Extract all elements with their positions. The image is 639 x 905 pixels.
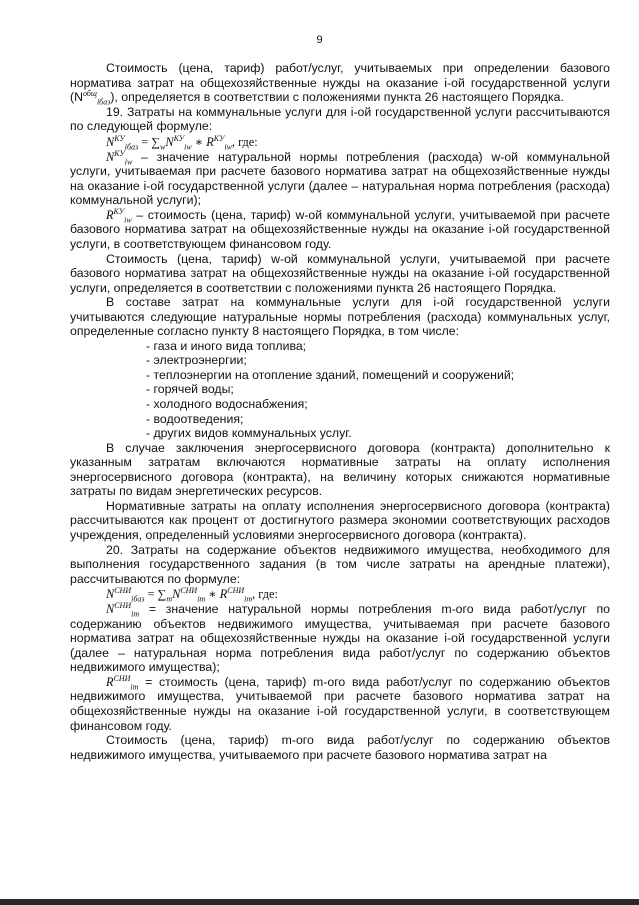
formula-sub: im <box>244 594 253 604</box>
document-body <box>70 61 610 762</box>
formula-sub: iw <box>184 142 192 152</box>
formula-op: = ∑ <box>144 587 167 602</box>
formula-sub: iбаз <box>131 594 145 604</box>
formula-sub: m <box>166 594 173 604</box>
formula-op: = ∑ <box>138 134 161 149</box>
formula-real-estate <box>70 586 610 602</box>
formula-tail: , где: <box>231 134 258 149</box>
paragraph-n-ku-definition <box>70 150 610 208</box>
formula-sub: w <box>160 142 166 152</box>
paragraph-n-sni-definition <box>70 602 610 675</box>
paragraph-energy-contract: В случае заключения энергосервисного договора (контракта) дополнительно к указанным затратам включаются нормативные затраты на оплату исполнения энергосервисного договора (контракта), на величину которых снижаются нормативные затраты по видам энергетических ресурсов. <box>70 440 610 499</box>
list-item: - газа и иного вида топлива; <box>146 338 307 353</box>
symbol-sup: КУ <box>113 206 125 216</box>
scan-bottom-edge <box>0 899 639 905</box>
formula-sup: СНИ <box>114 586 132 596</box>
formula-tail: , где: <box>252 587 278 602</box>
symbol: R <box>106 207 114 222</box>
paragraph-utility-norms: В составе затрат на коммунальные услуги для i-ой государственной услуги учитываются следующие натуральные нормы потребления (расхода) коммунальных услуг, определенные согласно пункту 8 настоящего Порядка, в том числе: <box>70 295 610 339</box>
symbol: R <box>106 674 114 689</box>
formula-symbol: ∗ R <box>205 587 228 602</box>
formula-sup: КУ <box>173 133 185 143</box>
paragraph-text: – значение натуральной нормы потребления (расхода) w-ой коммунальной услуги, учитываемая при расчете базового норматива затрат на общехозяйственные нужды на оказание i-ой государственной услуги (далее – натуральная норма потребления (расхода) коммунальной услуги); <box>70 149 610 208</box>
symbol-sup: КУ <box>114 148 125 158</box>
formula-symbol: N <box>106 587 115 602</box>
formula-symbol: N <box>172 587 181 602</box>
formula-sup: КУ <box>114 133 125 143</box>
paragraph-energy-contract-costs: Нормативные затраты на оплату исполнения энергосервисного договора (контракта) рассчитываются как процент от достигнутого размера экономии соответствующих расходов учреждения, определенный условиями энергосервисного договора (контракта). <box>70 498 610 542</box>
paragraph-r-sni-definition <box>70 675 610 733</box>
paragraph-text: = значение натуральной нормы потребления m-ого вида работ/услуг по содержанию объектов недвижимого имущества, учитываемая при расчете базового норматива затрат на общехозяйственные нужды на оказание i-ой государственной услуги (далее – натуральная норма потребления вида работ/услуг по содержанию объектов недвижимого имущества); <box>70 602 610 675</box>
symbol-sub: iw <box>124 215 132 225</box>
list-item: - теплоэнергии на отопление зданий, помещений и сооружений; <box>146 367 515 382</box>
symbol-sub: im <box>131 609 140 619</box>
paragraph-text: ), определяется в соответствии с положениями пункта 26 настоящего Порядка. <box>110 90 564 105</box>
formula-sub: iw <box>224 142 232 152</box>
list-item: - водоотведения; <box>146 411 244 426</box>
paragraph-19: 19. Затраты на коммунальные услуги для i-ой государственной услуги рассчитываются по следующей формуле: <box>70 104 610 134</box>
symbol-sub: iw <box>124 157 133 167</box>
formula-sup: СНИ <box>227 586 245 596</box>
formula-symbol: N <box>106 134 115 149</box>
paragraph-cost-utility: Стоимость (цена, тариф) w-ой коммунальной услуги, учитываемой при расчете базового норматива затрат на общехозяйственные нужды на оказание i-ой государственной услуги, определяется в соответствии с положениями пункта 26 настоящего Порядка. <box>70 251 610 295</box>
list-item: - горячей воды; <box>146 382 234 397</box>
list-item: - холодного водоснабжения; <box>146 397 308 412</box>
formula-sub: iбаз <box>124 142 139 152</box>
list-item: - других видов коммунальных услуг. <box>146 426 352 441</box>
symbol: N <box>106 602 115 617</box>
formula-sup: СНИ <box>180 586 198 596</box>
paragraph-20: 20. Затраты на содержание объектов недвижимого имущества, необходимого для выполнения государственного задания (в том числе затраты на арендные платежи), рассчитываются по формуле: <box>70 542 610 586</box>
paragraph-text: – стоимость (цена, тариф) w-ой коммунальной услуги, учитываемой при расчете базового норматива затрат на общехозяйственные нужды на оказание i-ой государственной услуги, в соответствующем финансовом году. <box>70 207 610 252</box>
paragraph-text: = стоимость (цена, тариф) m-ого вида работ/услуг по содержанию объектов недвижимого имущества, учитываемой при расчете базового норматива затрат на общехозяйственные нужды на оказание i-ой государственной услуги, в соответствующем финансовом году. <box>70 674 610 733</box>
formula-utilities <box>70 134 610 150</box>
symbol-sup: СНИ <box>113 673 131 683</box>
page-number: 9 <box>316 34 323 46</box>
formula-symbol: N <box>165 134 174 149</box>
paragraph-cost-real-estate: Стоимость (цена, тариф) m-ого вида работ/услуг по содержанию объектов недвижимого имущества, учитываемого при расчете базового норматива затрат на <box>70 733 610 762</box>
paragraph-text: Стоимость (цена, тариф) работ/услуг, учитываемых при определении базового норматива затрат на общехозяйственные нужды на оказание i-ой государственной услуги (N <box>70 61 610 105</box>
list-item: - электроэнергии; <box>146 353 247 368</box>
symbol-sup: СНИ <box>114 601 132 611</box>
symbol: N <box>106 149 115 164</box>
formula-symbol: ∗ R <box>191 134 214 149</box>
symbol-sup: общ <box>82 89 97 98</box>
formula-sub: im <box>197 594 206 604</box>
symbol-sub: iбаз <box>96 97 111 107</box>
utility-list <box>70 339 610 441</box>
formula-sup: КУ <box>213 133 225 143</box>
paragraph-r-ku-definition <box>70 208 610 252</box>
paragraph-cost-general <box>70 61 610 105</box>
symbol-sub: im <box>130 682 139 692</box>
